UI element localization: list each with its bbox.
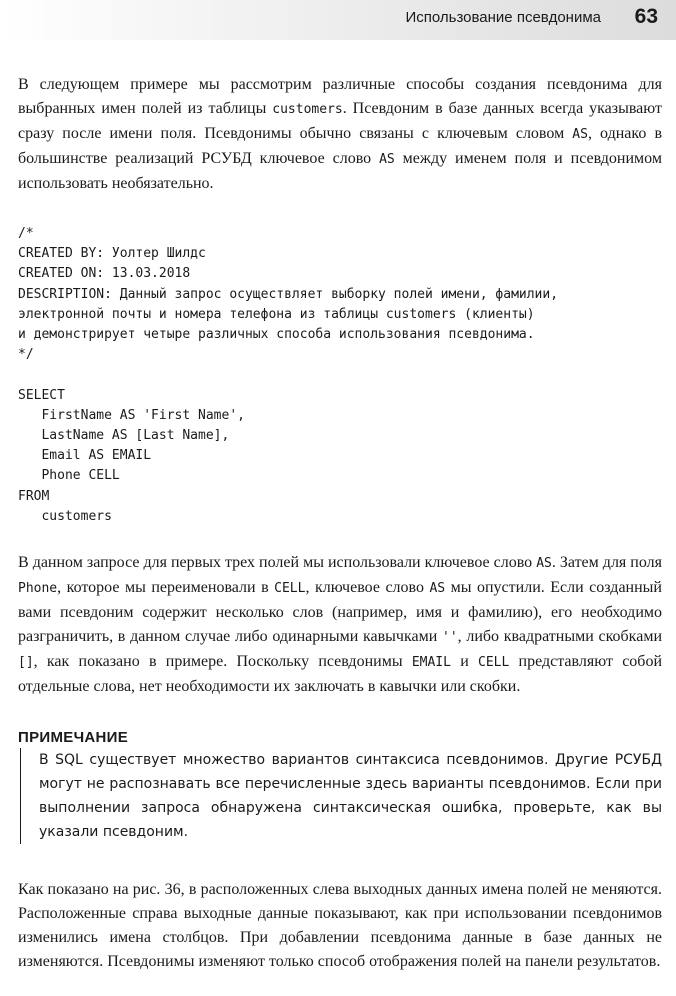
inline-code: CELL (478, 655, 510, 671)
running-header-title: Использование псевдонима (405, 9, 601, 26)
text-run: . Затем для поля (551, 554, 662, 572)
text-run: , ключевое слово (305, 579, 430, 597)
paragraph-explanation (18, 551, 662, 699)
inline-code: customers (272, 102, 343, 117)
paragraph-intro (18, 73, 662, 196)
inline-code: AS (572, 127, 588, 142)
note-body: В SQL существует множество вариантов синтаксиса псевдонимов. Другие РСУБД могут не распознавать все перечисленные здесь варианты псевдонимов. Если при выполнении запроса обнаружена синтаксическая ошибка, проверьте, как вы указали псевдоним. (20, 748, 662, 844)
inline-code: EMAIL (411, 655, 451, 671)
text-run: В данном запросе для первых трех полей мы использовали ключевое слово (18, 554, 537, 572)
text-run: , либо квадратными скобками (457, 628, 663, 646)
inline-code: Phone (18, 581, 58, 597)
text-run: представляют собой отдельные слова, нет необходимости их заключать в кавычки или скобки. (18, 653, 663, 696)
text-run: и (450, 653, 478, 671)
text-run: , как показано в примере. Поскольку псевдонимы (33, 653, 412, 671)
inline-code: '' (442, 630, 458, 646)
text-run: , которое мы переименовали в (57, 579, 275, 597)
running-header (0, 0, 676, 40)
inline-code: [] (18, 655, 34, 671)
inline-code: AS (429, 581, 446, 597)
text-run: В следующем примере мы рассмотрим различные способы создания псевдонима для выбранных имен полей из таблицы (18, 76, 662, 117)
sql-code-listing: /* CREATED BY: Уолтер Шилдс CREATED ON: 13.03.2018 DESCRIPTION: Данный запрос осуществляет выборку полей имени, фамилии, электронной почты и номера телефона из таблицы customers (клиенты) и демонстрирует четыре различных способа использования псевдонима. */ SELECT FirstName AS 'First Name', LastName AS [Last Name], Email AS EMAIL Phone CELL FROM customers (18, 226, 559, 524)
text-run: мы опустили. Если созданный вами псевдоним содержит несколько слов (например, имя и фамилию), его необходимо разграничить, в данном случае либо одинарными кавычками (18, 579, 662, 646)
text-run: , однако в большинстве реализаций РСУБД ключевое слово (18, 125, 662, 167)
inline-code: AS (379, 152, 395, 167)
paragraph-figure-reference: Как показано на рис. 36, в расположенных слева выходных данных имена полей не меняются. Расположенные справа выходные данные показывают, как при использовании псевдонимов изменились имена столбцов. При добавлении псевдонима данные в базе данных не изменяются. Псевдонимы изменяют только способ отображения полей на панели результатов. (18, 881, 662, 971)
inline-code: CELL (274, 581, 306, 597)
inline-code: AS (536, 556, 552, 572)
text-run: . Псевдоним в базе данных всегда указывают сразу после имени поля. Псевдонимы обычно связаны с ключевым словом (18, 100, 662, 142)
page-number: 63 (634, 5, 658, 28)
text-run: между именем поля и псевдонимом использовать необязательно. (18, 150, 662, 192)
page-content (18, 73, 662, 974)
note-heading: ПРИМЕЧАНИЕ (18, 729, 129, 747)
